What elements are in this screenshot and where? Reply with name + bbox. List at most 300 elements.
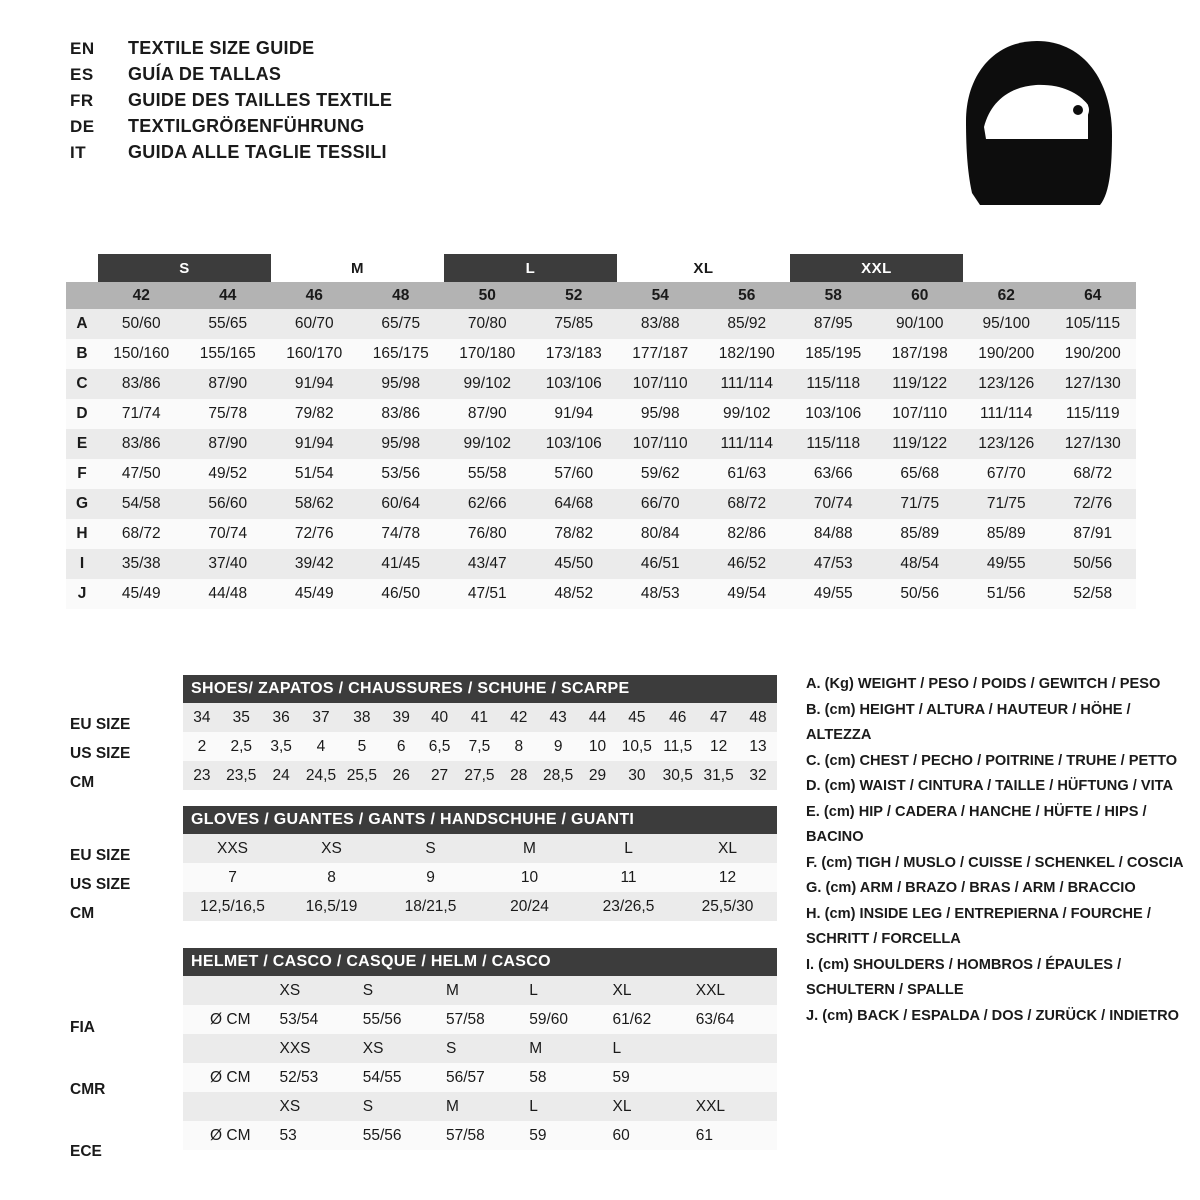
- table-cell: 51/54: [271, 459, 358, 489]
- table-cell: 160/170: [271, 339, 358, 369]
- table-cell: 107/110: [617, 369, 704, 399]
- size-number-52: 52: [531, 282, 618, 309]
- table-cell: 12: [678, 863, 777, 892]
- table-cell: 61/63: [704, 459, 791, 489]
- header-line-es: [70, 64, 392, 90]
- table-cell: 24: [262, 761, 301, 790]
- table-cell: 99/102: [704, 399, 791, 429]
- table-cell: 72/76: [1050, 489, 1137, 519]
- table-row: [183, 703, 777, 732]
- measure-col-header: [66, 282, 98, 309]
- table-cell: 63/64: [694, 1005, 777, 1034]
- helmet-standard-fia: FIA: [70, 1019, 95, 1036]
- table-cell: 165/175: [358, 339, 445, 369]
- table-cell: 63/66: [790, 459, 877, 489]
- table-cell: 55/56: [361, 1121, 444, 1150]
- table-cell: 47/53: [790, 549, 877, 579]
- shoes-label-cm: CM: [70, 774, 95, 791]
- table-cell: 75/85: [531, 309, 618, 339]
- measurement-legend: [806, 672, 1186, 1029]
- table-cell: 173/183: [531, 339, 618, 369]
- table-cell: 46: [657, 703, 698, 732]
- table-cell: 155/165: [185, 339, 272, 369]
- size-number-60: 60: [877, 282, 964, 309]
- table-cell: [694, 1063, 777, 1092]
- table-cell: 12,5/16,5: [183, 892, 282, 921]
- legend-item: SCHRITT / FORCELLA: [806, 931, 961, 947]
- table-cell: 20/24: [480, 892, 579, 921]
- table-cell: 111/114: [704, 429, 791, 459]
- helmet-value-row: [183, 1005, 777, 1034]
- table-cell: 123/126: [963, 429, 1050, 459]
- shoes-block: [183, 675, 777, 790]
- helmet-size-cell: XXS: [278, 1034, 361, 1063]
- legend-item: G. (cm) ARM / BRAZO / BRAS / ARM / BRACCIO: [806, 880, 1136, 896]
- table-row: [183, 761, 777, 790]
- table-cell: 12: [698, 732, 739, 761]
- table-cell: 8: [500, 732, 538, 761]
- table-cell: 46/51: [617, 549, 704, 579]
- table-cell: 76/80: [444, 519, 531, 549]
- table-cell: 48: [739, 703, 777, 732]
- header-title-fr: GUIDE DES TAILLES TEXTILE: [128, 90, 393, 110]
- table-cell: 74/78: [358, 519, 445, 549]
- measure-label-j: J: [66, 579, 98, 609]
- language-code-fr: FR: [70, 91, 94, 110]
- table-cell: 60/70: [271, 309, 358, 339]
- helmet-size-cell: S: [361, 976, 444, 1005]
- table-cell: 25,5/30: [678, 892, 777, 921]
- header-title-de: TEXTILGRÖẞENFÜHRUNG: [128, 116, 365, 136]
- table-cell: 41: [459, 703, 500, 732]
- language-code-it: IT: [70, 143, 87, 162]
- helmet-block: [183, 948, 777, 1150]
- table-cell: 91/94: [531, 399, 618, 429]
- table-cell: 71/75: [877, 489, 964, 519]
- table-cell: 79/82: [271, 399, 358, 429]
- table-cell: 71/74: [98, 399, 185, 429]
- table-cell: 53/56: [358, 459, 445, 489]
- table-row: [183, 863, 777, 892]
- table-cell: 103/106: [531, 429, 618, 459]
- helmet-unit-cell: Ø CM: [183, 1063, 278, 1092]
- language-code-en: EN: [70, 39, 95, 58]
- table-cell: 103/106: [790, 399, 877, 429]
- legend-item: B. (cm) HEIGHT / ALTURA / HAUTEUR / HÖHE / ALTEZZA: [806, 701, 1131, 743]
- table-cell: 3,5: [262, 732, 301, 761]
- table-cell: 91/94: [271, 369, 358, 399]
- table-cell: 44: [579, 703, 617, 732]
- table-cell: 95/98: [617, 399, 704, 429]
- table-cell: 83/86: [358, 399, 445, 429]
- table-cell: 95/100: [963, 309, 1050, 339]
- helmet-unit-cell: Ø CM: [183, 1121, 278, 1150]
- header-line-de: [70, 116, 392, 142]
- table-cell: 85/92: [704, 309, 791, 339]
- helmet-size-cell: M: [444, 1092, 527, 1121]
- table-row: [66, 459, 1136, 489]
- table-cell: 42: [500, 703, 538, 732]
- header-title-it: GUIDA ALLE TAGLIE TESSILI: [128, 142, 387, 162]
- measure-label-h: H: [66, 519, 98, 549]
- table-cell: 99/102: [444, 369, 531, 399]
- table-cell: 39/42: [271, 549, 358, 579]
- gloves-row-labels: [70, 841, 130, 928]
- table-cell: 59: [611, 1063, 694, 1092]
- table-cell: 7,5: [459, 732, 500, 761]
- table-cell: 48/53: [617, 579, 704, 609]
- table-cell: 9: [381, 863, 480, 892]
- table-cell: 66/70: [617, 489, 704, 519]
- gloves-table: [183, 834, 777, 921]
- helmet-size-cell: XL: [611, 1092, 694, 1121]
- table-cell: XXS: [183, 834, 282, 863]
- helmet-size-cell: L: [527, 976, 610, 1005]
- size-number-42: 42: [98, 282, 185, 309]
- table-cell: 185/195: [790, 339, 877, 369]
- table-cell: 111/114: [963, 399, 1050, 429]
- table-row: [183, 834, 777, 863]
- size-group-blank: [963, 254, 1050, 282]
- table-cell: 83/88: [617, 309, 704, 339]
- table-cell: 82/86: [704, 519, 791, 549]
- helmet-standard-labels: [70, 1013, 105, 1199]
- table-cell: M: [480, 834, 579, 863]
- header-line-en: [70, 38, 392, 64]
- table-cell: 87/90: [444, 399, 531, 429]
- legend-item: C. (cm) CHEST / PECHO / POITRINE / TRUHE / PETTO: [806, 752, 1178, 769]
- table-cell: 127/130: [1050, 369, 1137, 399]
- table-cell: 59: [527, 1121, 610, 1150]
- table-cell: 75/78: [185, 399, 272, 429]
- table-cell: 2: [183, 732, 221, 761]
- table-cell: 47/51: [444, 579, 531, 609]
- table-cell: 49/54: [704, 579, 791, 609]
- table-cell: 26: [382, 761, 420, 790]
- table-cell: 46/52: [704, 549, 791, 579]
- shoes-title: SHOES/ ZAPATOS / CHAUSSURES / SCHUHE / SCARPE: [183, 675, 777, 703]
- table-cell: 57/58: [444, 1005, 527, 1034]
- size-group-xxl: XXL: [790, 254, 963, 282]
- language-code-es: ES: [70, 65, 94, 84]
- table-cell: 84/88: [790, 519, 877, 549]
- table-cell: XS: [282, 834, 381, 863]
- table-cell: 38: [341, 703, 382, 732]
- helmet-size-cell: XL: [611, 976, 694, 1005]
- table-cell: 68/72: [704, 489, 791, 519]
- table-cell: 60: [611, 1121, 694, 1150]
- table-cell: 55/58: [444, 459, 531, 489]
- helmet-size-cell: XXL: [694, 976, 777, 1005]
- table-cell: [183, 976, 278, 1005]
- legend-item: H. (cm) INSIDE LEG / ENTREPIERNA / FOURCHE /: [806, 905, 1151, 922]
- measure-label-a: A: [66, 309, 98, 339]
- size-group-l: L: [444, 254, 617, 282]
- legend-item: I. (cm) SHOULDERS / HOMBROS / ÉPAULES /: [806, 956, 1122, 973]
- table-cell: 115/119: [1050, 399, 1137, 429]
- table-cell: 27,5: [459, 761, 500, 790]
- table-cell: 182/190: [704, 339, 791, 369]
- table-cell: 56/57: [444, 1063, 527, 1092]
- helmet-size-cell: XS: [278, 1092, 361, 1121]
- table-cell: 105/115: [1050, 309, 1137, 339]
- table-cell: 103/106: [531, 369, 618, 399]
- table-cell: 40: [420, 703, 459, 732]
- size-number-44: 44: [185, 282, 272, 309]
- table-cell: 123/126: [963, 369, 1050, 399]
- table-cell: 2,5: [221, 732, 262, 761]
- table-cell: 95/98: [358, 369, 445, 399]
- table-cell: 49/55: [963, 549, 1050, 579]
- table-cell: 8: [282, 863, 381, 892]
- table-cell: 57/60: [531, 459, 618, 489]
- size-number-50: 50: [444, 282, 531, 309]
- table-row: [66, 489, 1136, 519]
- legend-item: D. (cm) WAIST / CINTURA / TAILLE / HÜFTUNG / VITA: [806, 778, 1173, 794]
- table-cell: 87/91: [1050, 519, 1137, 549]
- table-cell: S: [381, 834, 480, 863]
- table-cell: 23/26,5: [579, 892, 678, 921]
- measure-label-g: G: [66, 489, 98, 519]
- helmet-size-cell: XS: [361, 1034, 444, 1063]
- table-cell: 4: [301, 732, 342, 761]
- table-cell: 80/84: [617, 519, 704, 549]
- table-cell: 48/54: [877, 549, 964, 579]
- gloves-title: GLOVES / GUANTES / GANTS / HANDSCHUHE / GUANTI: [183, 806, 777, 834]
- table-cell: 29: [579, 761, 617, 790]
- helmet-standard-ece: ECE: [70, 1143, 102, 1160]
- size-group-blank: [66, 254, 98, 282]
- helmet-unit-cell: Ø CM: [183, 1005, 278, 1034]
- table-cell: 99/102: [444, 429, 531, 459]
- table-cell: 50/60: [98, 309, 185, 339]
- table-cell: 37/40: [185, 549, 272, 579]
- helmet-size-cell: XXL: [694, 1092, 777, 1121]
- shoes-label-eu: EU SIZE: [70, 716, 131, 733]
- size-number-62: 62: [963, 282, 1050, 309]
- gloves-label-cm: CM: [70, 905, 95, 922]
- helmet-size-cell: S: [361, 1092, 444, 1121]
- table-cell: 11,5: [657, 732, 698, 761]
- table-cell: 61/62: [611, 1005, 694, 1034]
- table-cell: 36: [262, 703, 301, 732]
- table-row: [66, 519, 1136, 549]
- table-cell: 49/52: [185, 459, 272, 489]
- table-cell: 44/48: [185, 579, 272, 609]
- table-cell: 25,5: [341, 761, 382, 790]
- measure-label-b: B: [66, 339, 98, 369]
- helmet-size-row: [183, 1034, 777, 1063]
- table-cell: 51/56: [963, 579, 1050, 609]
- measure-label-d: D: [66, 399, 98, 429]
- table-cell: 190/200: [963, 339, 1050, 369]
- size-group-header-row: [66, 254, 1136, 282]
- gloves-label-us: US SIZE: [70, 876, 131, 893]
- table-cell: 45: [616, 703, 657, 732]
- size-number-64: 64: [1050, 282, 1137, 309]
- table-row: [183, 892, 777, 921]
- table-cell: 45/49: [271, 579, 358, 609]
- table-row: [66, 339, 1136, 369]
- size-group-m: M: [271, 254, 444, 282]
- size-number-58: 58: [790, 282, 877, 309]
- size-number-header-row: [66, 282, 1136, 309]
- gloves-block: [183, 806, 777, 921]
- table-cell: 83/86: [98, 369, 185, 399]
- legend-item: J. (cm) BACK / ESPALDA / DOS / ZURÜCK / INDIETRO: [806, 1007, 1179, 1024]
- table-cell: 10,5: [616, 732, 657, 761]
- table-cell: 13: [739, 732, 777, 761]
- table-cell: [183, 1092, 278, 1121]
- table-cell: 47: [698, 703, 739, 732]
- table-cell: 43: [538, 703, 579, 732]
- table-cell: 107/110: [617, 429, 704, 459]
- header-title-en: TEXTILE SIZE GUIDE: [128, 38, 315, 58]
- table-cell: 6,5: [420, 732, 459, 761]
- textile-size-table: [66, 254, 1136, 609]
- table-cell: 57/58: [444, 1121, 527, 1150]
- table-cell: 95/98: [358, 429, 445, 459]
- table-cell: 39: [382, 703, 420, 732]
- table-cell: 7: [183, 863, 282, 892]
- table-cell: 10: [579, 732, 617, 761]
- table-cell: 54/55: [361, 1063, 444, 1092]
- table-cell: 115/118: [790, 429, 877, 459]
- table-cell: 55/65: [185, 309, 272, 339]
- table-cell: 107/110: [877, 399, 964, 429]
- table-cell: 190/200: [1050, 339, 1137, 369]
- table-cell: 150/160: [98, 339, 185, 369]
- table-cell: 23: [183, 761, 221, 790]
- helmet-size-row: [183, 976, 777, 1005]
- table-cell: 119/122: [877, 429, 964, 459]
- table-cell: 24,5: [301, 761, 342, 790]
- table-cell: 37: [301, 703, 342, 732]
- table-row: [66, 549, 1136, 579]
- table-cell: 32: [739, 761, 777, 790]
- table-cell: 59/62: [617, 459, 704, 489]
- table-cell: 23,5: [221, 761, 262, 790]
- size-number-56: 56: [704, 282, 791, 309]
- table-cell: 177/187: [617, 339, 704, 369]
- legend-item: A. (Kg) WEIGHT / PESO / POIDS / GEWITCH / PESO: [806, 676, 1161, 692]
- helmet-standard-cmr: CMR: [70, 1081, 106, 1098]
- table-cell: [183, 1034, 278, 1063]
- table-cell: 127/130: [1050, 429, 1137, 459]
- helmet-size-row: [183, 1092, 777, 1121]
- size-number-46: 46: [271, 282, 358, 309]
- table-cell: 5: [341, 732, 382, 761]
- table-cell: 31,5: [698, 761, 739, 790]
- table-cell: 18/21,5: [381, 892, 480, 921]
- size-number-54: 54: [617, 282, 704, 309]
- table-cell: 87/90: [185, 429, 272, 459]
- table-cell: 187/198: [877, 339, 964, 369]
- table-cell: 65/68: [877, 459, 964, 489]
- gloves-label-eu: EU SIZE: [70, 847, 131, 864]
- table-cell: 55/56: [361, 1005, 444, 1034]
- table-cell: 60/64: [358, 489, 445, 519]
- table-cell: 91/94: [271, 429, 358, 459]
- table-cell: 30: [616, 761, 657, 790]
- table-cell: 68/72: [1050, 459, 1137, 489]
- table-cell: 85/89: [877, 519, 964, 549]
- table-cell: 11: [579, 863, 678, 892]
- legend-item: F. (cm) TIGH / MUSLO / CUISSE / SCHENKEL / COSCIA: [806, 854, 1184, 871]
- measure-label-f: F: [66, 459, 98, 489]
- table-row: [66, 429, 1136, 459]
- helmet-value-row: [183, 1063, 777, 1092]
- helmet-size-cell: [694, 1034, 777, 1063]
- table-row: [183, 732, 777, 761]
- table-cell: 61: [694, 1121, 777, 1150]
- table-cell: 115/118: [790, 369, 877, 399]
- table-cell: 62/66: [444, 489, 531, 519]
- measure-label-e: E: [66, 429, 98, 459]
- shoes-table: [183, 703, 777, 790]
- table-cell: 58/62: [271, 489, 358, 519]
- table-cell: 35: [221, 703, 262, 732]
- table-cell: 54/58: [98, 489, 185, 519]
- table-cell: 41/45: [358, 549, 445, 579]
- helmet-size-cell: M: [527, 1034, 610, 1063]
- helmet-size-cell: XS: [278, 976, 361, 1005]
- table-cell: 65/75: [358, 309, 445, 339]
- table-cell: 52/58: [1050, 579, 1137, 609]
- helmet-size-cell: L: [611, 1034, 694, 1063]
- table-cell: 50/56: [1050, 549, 1137, 579]
- table-row: [66, 399, 1136, 429]
- table-cell: 111/114: [704, 369, 791, 399]
- size-group-xl: XL: [617, 254, 790, 282]
- table-cell: 119/122: [877, 369, 964, 399]
- table-cell: 30,5: [657, 761, 698, 790]
- table-cell: 43/47: [444, 549, 531, 579]
- header-line-it: [70, 142, 392, 168]
- table-cell: 64/68: [531, 489, 618, 519]
- table-cell: 68/72: [98, 519, 185, 549]
- table-cell: 85/89: [963, 519, 1050, 549]
- legend-item: SCHULTERN / SPALLE: [806, 982, 964, 998]
- table-cell: 70/74: [185, 519, 272, 549]
- table-cell: 83/86: [98, 429, 185, 459]
- table-cell: 53: [278, 1121, 361, 1150]
- table-row: [66, 579, 1136, 609]
- table-cell: 78/82: [531, 519, 618, 549]
- table-cell: 87/95: [790, 309, 877, 339]
- table-row: [66, 369, 1136, 399]
- table-cell: 9: [538, 732, 579, 761]
- helmet-size-cell: M: [444, 976, 527, 1005]
- table-cell: 47/50: [98, 459, 185, 489]
- helmet-size-cell: L: [527, 1092, 610, 1121]
- table-cell: 71/75: [963, 489, 1050, 519]
- table-cell: 35/38: [98, 549, 185, 579]
- table-cell: XL: [678, 834, 777, 863]
- table-cell: 48/52: [531, 579, 618, 609]
- helmet-value-row: [183, 1121, 777, 1150]
- table-cell: 45/49: [98, 579, 185, 609]
- table-cell: L: [579, 834, 678, 863]
- table-cell: 70/74: [790, 489, 877, 519]
- header-line-fr: [70, 90, 392, 116]
- legend-item: E. (cm) HIP / CADERA / HANCHE / HÜFTE / HIPS / BACINO: [806, 803, 1147, 845]
- helmet-size-cell: S: [444, 1034, 527, 1063]
- shoes-label-us: US SIZE: [70, 745, 131, 762]
- table-cell: 28,5: [538, 761, 579, 790]
- table-cell: 67/70: [963, 459, 1050, 489]
- table-cell: 59/60: [527, 1005, 610, 1034]
